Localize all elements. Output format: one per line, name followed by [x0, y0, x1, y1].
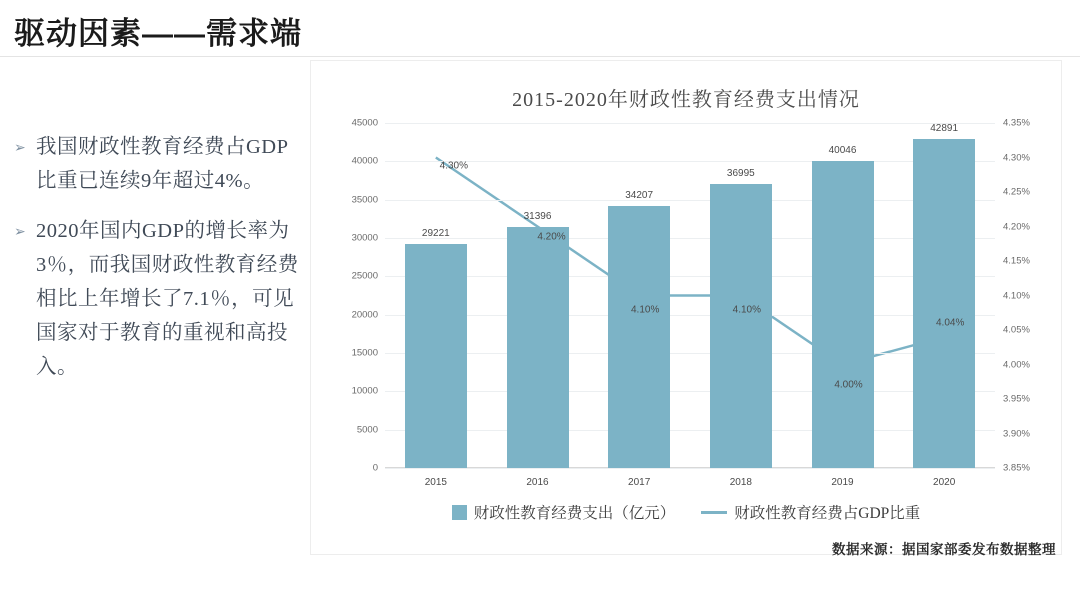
grid-line: [385, 276, 995, 277]
list-item: [14, 214, 304, 384]
bullet-text: 2020年国内GDP的增长率为3％，而我国财政性教育经费相比上年增长了7.1％，可见国家对于教育的重视和高投入。: [36, 220, 299, 378]
chart-legend: [311, 501, 1061, 523]
y2-axis-tick-label: 4.30%: [1003, 152, 1030, 163]
chart-title: 2015-2020年财政性教育经费支出情况: [512, 89, 860, 111]
y-axis-tick-label: 25000: [351, 270, 378, 282]
y2-axis-tick-label: 3.95%: [1003, 393, 1030, 405]
bar-value-label: 40046: [828, 144, 857, 156]
y2-axis-tick-label: 4.15%: [1003, 255, 1030, 267]
bar-value-label: 42891: [930, 123, 959, 135]
bar: [507, 227, 569, 468]
y2-axis-tick-label: 4.20%: [1003, 221, 1030, 232]
legend-item-line: [701, 501, 920, 523]
bar: [405, 244, 467, 468]
line-point-label: 4.30%: [439, 160, 469, 171]
line-point-label: 4.00%: [834, 379, 863, 390]
bar: [812, 161, 874, 468]
line-point-label: 4.10%: [630, 304, 660, 315]
y-axis-tick-label: 40000: [351, 155, 378, 167]
x-axis-tick-label: 2015: [424, 477, 447, 488]
y2-axis-tick-label: 4.25%: [1003, 186, 1030, 198]
grid-line: [385, 315, 995, 316]
grid-line: [385, 161, 995, 162]
y-axis-tick-label: 5000: [356, 424, 378, 436]
y2-axis-tick-label: 4.00%: [1003, 359, 1030, 370]
page-title: 驱动因素——需求端: [14, 16, 302, 51]
chart-plot-area: [351, 117, 1030, 488]
bar-value-label: 29221: [421, 227, 450, 239]
y-axis-tick-label: 0: [372, 462, 378, 474]
grid-line: [385, 200, 995, 201]
x-axis-tick-label: 2018: [729, 477, 752, 488]
line-point-label: 4.04%: [935, 317, 965, 329]
bar: [913, 139, 975, 468]
x-axis-tick-label: 2016: [526, 477, 549, 488]
bullet-list: [14, 130, 304, 400]
grid-line: [385, 468, 995, 469]
bar-value-label: 36995: [726, 168, 755, 180]
grid-line: [385, 353, 995, 354]
y2-axis-tick-label: 4.05%: [1003, 324, 1030, 336]
grid-line: [385, 430, 995, 431]
legend-item-bar: [452, 501, 676, 523]
legend-swatch-bar-icon: [452, 505, 467, 520]
title-divider: [0, 56, 1080, 57]
bullet-arrow-icon: ➢: [14, 139, 26, 155]
y-axis-tick-label: 10000: [351, 385, 378, 397]
y-axis-tick-label: 45000: [351, 117, 378, 129]
x-axis-tick-label: 2020: [933, 477, 956, 488]
bullet-text: 我国财政性教育经费占GDP比重已连续9年超过4%。: [36, 136, 289, 192]
y2-axis-tick-label: 4.35%: [1003, 117, 1030, 129]
y2-axis-tick-label: 4.10%: [1003, 290, 1030, 301]
line-point-label: 4.10%: [732, 304, 762, 315]
trend-line-series: [385, 123, 995, 468]
x-axis-tick-label: 2019: [831, 477, 854, 488]
y-axis-tick-label: 20000: [351, 309, 378, 321]
bar: [608, 206, 670, 468]
legend-swatch-line-icon: [701, 511, 727, 514]
y-axis-tick-label: 30000: [351, 232, 378, 244]
y2-axis-tick-label: 3.90%: [1003, 428, 1030, 439]
grid-line: [385, 391, 995, 392]
legend-label-line: 财政性教育经费占GDP比重: [734, 505, 921, 522]
grid-line: [385, 123, 995, 124]
x-axis-tick-label: 2017: [628, 477, 651, 488]
legend-label-bar: 财政性教育经费支出（亿元）: [473, 505, 676, 522]
bar-value-label: 34207: [625, 189, 654, 201]
bar: [710, 184, 772, 468]
bar-value-label: 31396: [523, 211, 552, 223]
y2-axis-tick-label: 3.85%: [1003, 462, 1030, 474]
bullet-arrow-icon: ➢: [14, 223, 26, 239]
source-note: 数据来源：据国家部委发布数据整理: [832, 542, 1056, 557]
chart-card: [310, 60, 1062, 555]
list-item: [14, 130, 304, 198]
line-point-label: 4.20%: [537, 231, 566, 242]
grid-line: [385, 238, 995, 239]
y-axis-tick-label: 15000: [351, 347, 378, 359]
y-axis-tick-label: 35000: [351, 194, 378, 206]
